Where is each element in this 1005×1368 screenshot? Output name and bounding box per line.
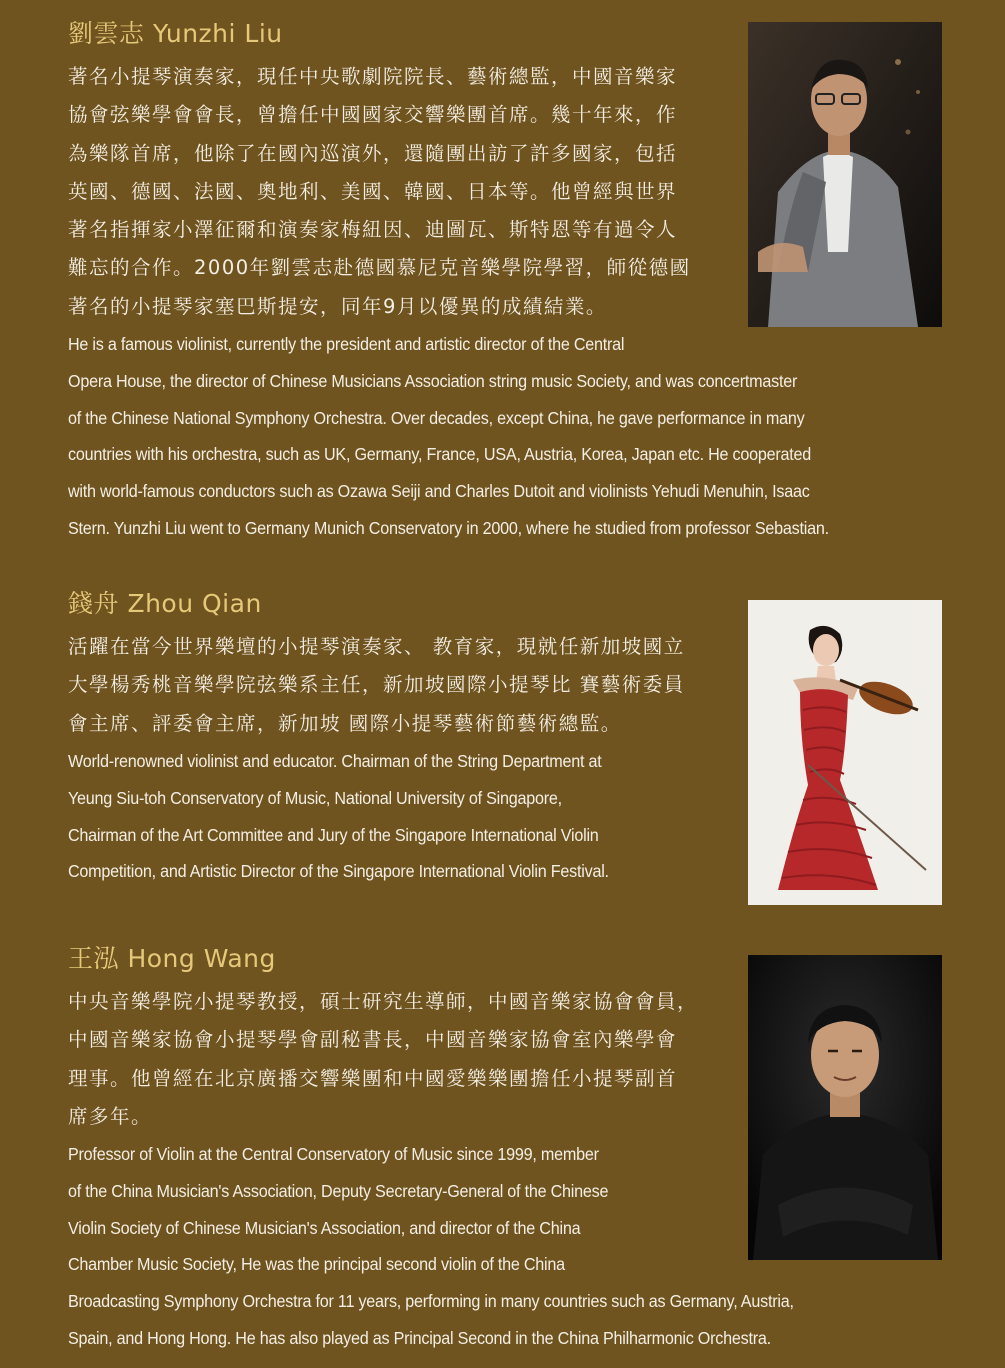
en-line: of the China Musician's Association, Deputy Secretary-General of the Chinese: [68, 1180, 609, 1201]
zh-line: 中國音樂家協會小提琴學會副秘書長，中國音樂家協會室內樂學會: [68, 1028, 678, 1052]
zh-line: 大學楊秀桃音樂學院弦樂系主任，新加坡國際小提琴比 賽藝術委員: [68, 673, 685, 697]
zh-line: 會主席、評委會主席，新加坡 國際小提琴藝術節藝術總監。: [68, 711, 622, 735]
en-line: countries with his orchestra, such as UK, Germany, France, USA, Austria, Korea, Japan etc. He cooperated: [68, 444, 812, 465]
en-line: Opera House, the director of Chinese Musicians Association string music Society, and was concertmaster: [68, 370, 798, 391]
portrait-photo-yunzhi-liu: [748, 22, 942, 327]
bio-chinese-text: [68, 58, 691, 326]
en-line: Professor of Violin at the Central Conservatory of Music since 1999, member: [68, 1144, 599, 1164]
en-line: Broadcasting Symphony Orchestra for 11 years, performing in many countries such as Germany, Austria,: [68, 1291, 794, 1312]
portrait-photo-hong-wang: [748, 955, 942, 1260]
zh-line: 中央音樂學院小提琴教授，碩士研究生導師，中國音樂家協會會員，: [68, 990, 699, 1013]
bio-english-text: [68, 743, 609, 890]
en-line: Spain, and Hong Hong. He has also played as Principal Second in the China Philharmonic Orchestra.: [68, 1327, 771, 1348]
zh-line: 協會弦樂學會會長，曾擔任中國國家交響樂團首席。幾十年來，作: [68, 103, 678, 127]
bio-name: 王泓 Hong Wang: [68, 944, 276, 973]
en-line: Chamber Music Society, He was the principal second violin of the China: [68, 1254, 565, 1275]
en-line: of the Chinese National Symphony Orchestra. Over decades, except China, he gave performance in many: [68, 407, 805, 428]
bio-english-text: [68, 1136, 794, 1357]
bio-english-text: [68, 326, 829, 547]
zh-line: 著名指揮家小澤征爾和演奏家梅紐因、迪圖瓦、斯特恩等有過令人: [68, 218, 678, 242]
bio-chinese-text: [68, 983, 698, 1136]
zh-line: 席多年。: [68, 1104, 153, 1128]
en-line: with world-famous conductors such as Ozawa Seiji and Charles Dutoit and violinists Yehudi Menuhin, Isaac: [68, 481, 810, 502]
zh-line: 活躍在當今世界樂壇的小提琴演奏家、 教育家，現就任新加坡國立: [68, 635, 685, 658]
zh-line: 著名的小提琴家塞巴斯提安，同年9月以優異的成績結業。: [68, 294, 607, 318]
bio-name: 劉雲志 Yunzhi Liu: [68, 19, 283, 48]
en-line: World-renowned violinist and educator. Chairman of the String Department at: [68, 751, 602, 771]
en-line: Violin Society of Chinese Musician's Association, and director of the China: [68, 1217, 581, 1238]
en-line: Competition, and Artistic Director of the Singapore International Violin Festival.: [68, 861, 609, 882]
zh-line: 理事。他曾經在北京廣播交響樂團和中國愛樂樂團擔任小提琴副首: [68, 1066, 678, 1090]
zh-line: 難忘的合作。2000年劉雲志赴德國慕尼克音樂學院學習，師從德國: [68, 256, 691, 280]
en-line: Chairman of the Art Committee and Jury of the Singapore International Violin: [68, 824, 599, 845]
en-line: He is a famous violinist, currently the president and artistic director of the Central: [68, 334, 625, 354]
en-line: Yeung Siu-toh Conservatory of Music, National University of Singapore,: [68, 787, 562, 808]
zh-line: 著名小提琴演奏家，現任中央歌劇院院長、藝術總監，中國音樂家: [68, 65, 678, 88]
en-line: Stern. Yunzhi Liu went to Germany Munich Conservatory in 2000, where he studied from professor Sebastian.: [68, 517, 829, 538]
zh-line: 英國、德國、法國、奧地利、美國、韓國、日本等。他曾經與世界: [68, 179, 678, 203]
bio-chinese-text: [68, 628, 685, 743]
bio-name: 錢舟 Zhou Qian: [68, 589, 262, 618]
zh-line: 為樂隊首席，他除了在國內巡演外，還隨團出訪了許多國家，包括: [68, 141, 678, 165]
portrait-photo-zhou-qian: [748, 600, 942, 905]
